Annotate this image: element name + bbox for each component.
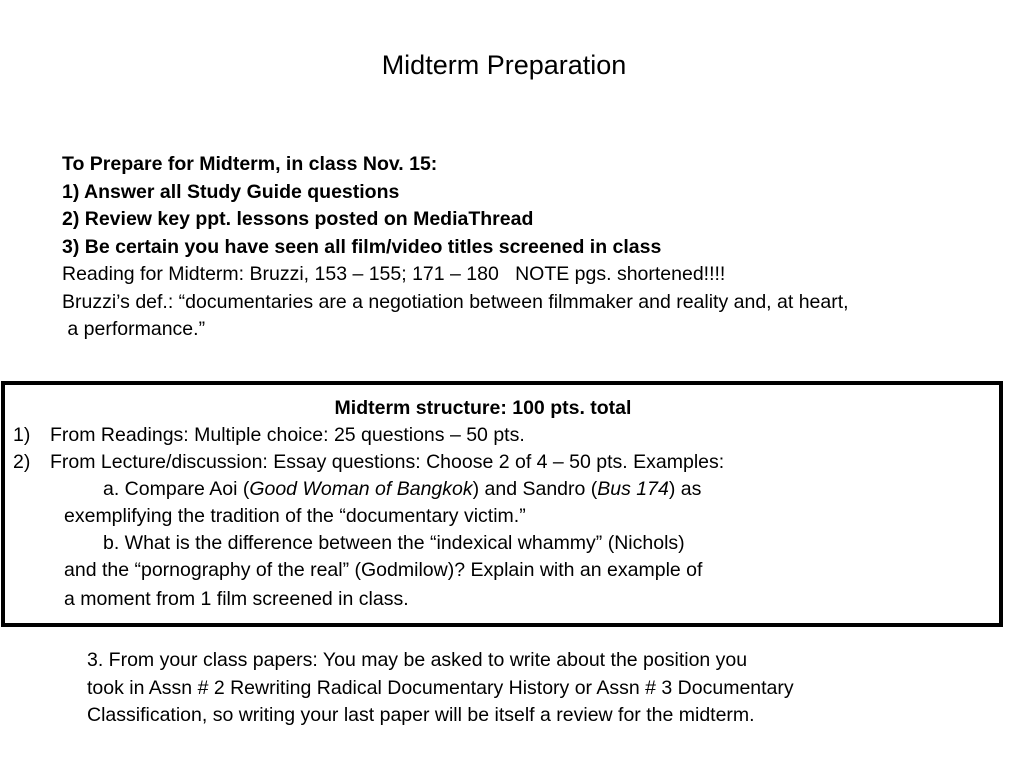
reading-assignment: Reading for Midterm: Bruzzi, 153 – 155; 171 – 180 NOTE pgs. shortened!!!! [62,263,726,285]
item-text: From Lecture/discussion: Essay questions: Choose 2 of 4 – 50 pts. Examples: [50,451,725,473]
item-number: 2) [13,451,31,473]
midterm-structure-box [1,381,1003,627]
structure-heading: Midterm structure: 100 pts. total [334,397,632,419]
prep-item: 1) Answer all Study Guide questions [62,180,400,203]
structure-item-2 [13,449,724,476]
footer-line: 3. From your class papers: You may be asked to write about the position you [87,649,748,671]
prep-item: 3) Be certain you have seen all film/video titles screened in class [62,235,662,258]
example-b-line-1: b. What is the difference between the “indexical whammy” (Nichols) [103,532,685,554]
example-a-middle: ) and Sandro ( [472,478,598,500]
page-title: Midterm Preparation [381,50,627,80]
item-text: From Readings: Multiple choice: 25 questions – 50 pts. [50,424,525,446]
footer-line: Classification, so writing your last paper will be itself a review for the midterm. [87,704,755,726]
film-title: Good Woman of Bangkok [249,478,473,500]
footer-line: took in Assn # 2 Rewriting Radical Documentary History or Assn # 3 Documentary [87,676,794,699]
film-title: Bus 174 [597,478,669,500]
definition-line-2: a performance.” [62,318,206,340]
prep-instructions [62,151,1002,344]
prep-item: 2) Review key ppt. lessons posted on MediaThread [62,208,534,230]
item-number: 1) [13,424,31,446]
example-a-line-2: exemplifying the tradition of the “documentary victim.” [64,505,526,527]
structure-item-1 [13,422,525,449]
example-a-line-1 [103,476,701,503]
example-a-prefix: a. Compare Aoi ( [103,478,250,500]
class-papers-note [87,647,987,730]
example-a-suffix: ) as [668,478,702,500]
example-b-line-3: a moment from 1 film screened in class. [64,588,409,610]
prep-heading: To Prepare for Midterm, in class Nov. 15: [62,153,438,175]
definition-line-1: Bruzzi’s def.: “documentaries are a negotiation between filmmaker and reality and, at heart, [62,290,849,313]
example-b-line-2: and the “pornography of the real” (Godmilow)? Explain with an example of [64,559,703,581]
